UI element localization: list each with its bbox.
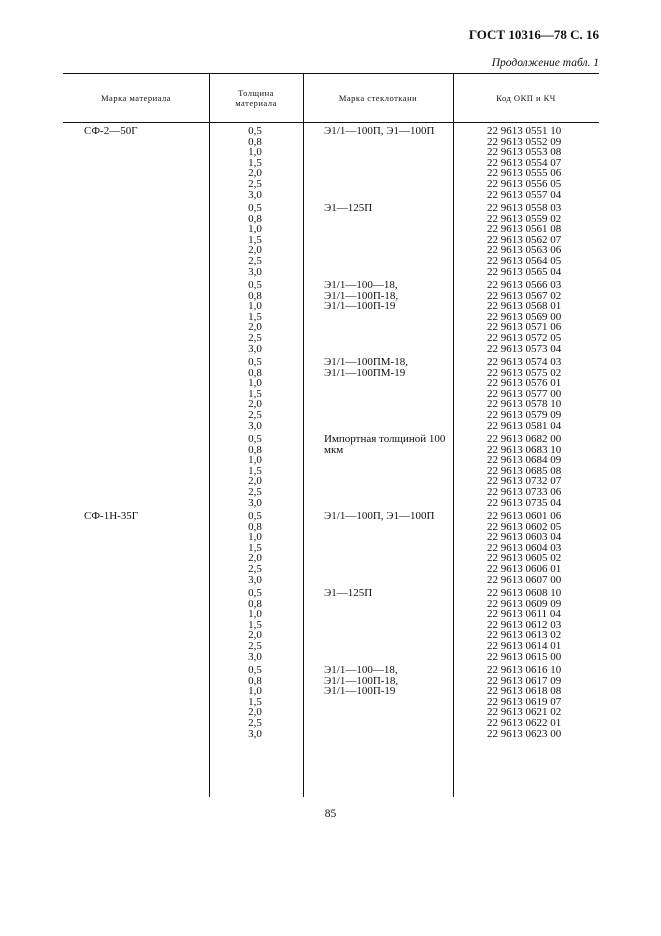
okp-code: 22 9613 0561 08	[487, 223, 562, 236]
thickness-value: 0,8	[248, 366, 262, 379]
thickness-value: 0,5	[248, 356, 262, 368]
code-column	[487, 511, 597, 585]
code-column	[487, 434, 597, 508]
fabric-column	[324, 588, 452, 599]
okp-code: 22 9613 0616 10	[487, 664, 562, 676]
okp-code: 22 9613 0551 10	[487, 125, 562, 137]
table-row-group	[63, 434, 599, 511]
table-row-group	[63, 280, 599, 357]
code-column	[487, 357, 597, 431]
okp-code: 22 9613 0735 04	[487, 496, 562, 509]
okp-code: 22 9613 0569 00	[487, 310, 562, 323]
fabric-column	[324, 357, 452, 378]
thickness-value: 1,5	[248, 618, 262, 631]
column-header-grade: Марка материала	[100, 92, 171, 103]
okp-code: 22 9613 0603 04	[487, 531, 562, 544]
okp-code: 22 9613 0567 02	[487, 289, 562, 302]
thickness-value: 2,5	[248, 177, 262, 190]
okp-code: 22 9613 0606 01	[487, 562, 562, 575]
okp-code: 22 9613 0623 00	[487, 727, 562, 740]
okp-code: 22 9613 0578 10	[487, 398, 562, 411]
thickness-value: 2,5	[248, 562, 262, 575]
okp-code: 22 9613 0555 06	[487, 167, 562, 180]
fabric-column	[324, 203, 452, 214]
thickness-value: 3,0	[248, 188, 262, 201]
thickness-value: 1,5	[248, 541, 262, 554]
thickness-value: 1,0	[248, 685, 262, 698]
table-row-group	[63, 665, 599, 742]
thickness-value: 2,5	[248, 716, 262, 729]
okp-code: 22 9613 0563 06	[487, 244, 562, 257]
thickness-value: 3,0	[248, 496, 262, 509]
thickness-value: 1,5	[248, 695, 262, 708]
okp-code: 22 9613 0566 03	[487, 279, 562, 291]
okp-code: 22 9613 0602 05	[487, 520, 562, 533]
thickness-value: 1,0	[248, 608, 262, 621]
okp-code: 22 9613 0576 01	[487, 377, 562, 390]
okp-code: 22 9613 0601 06	[487, 510, 562, 522]
fabric-grade: Э1/1—100П-19	[324, 300, 396, 313]
okp-code: 22 9613 0733 06	[487, 485, 562, 498]
okp-code: 22 9613 0581 04	[487, 419, 562, 432]
thickness-value: 1,5	[248, 310, 262, 323]
header-bottom-rule	[63, 122, 599, 123]
fabric-column	[324, 665, 452, 697]
okp-code: 22 9613 0682 00	[487, 433, 562, 445]
thickness-column	[244, 357, 266, 431]
specification-table	[63, 73, 599, 797]
okp-code: 22 9613 0615 00	[487, 650, 562, 663]
thickness-value: 1,0	[248, 531, 262, 544]
thickness-column	[244, 511, 266, 585]
thickness-value: 2,0	[248, 167, 262, 180]
table-continuation-note: Продолжение табл. 1	[491, 57, 599, 69]
fabric-column	[324, 434, 452, 455]
okp-code: 22 9613 0622 01	[487, 716, 562, 729]
page-number: 85	[324, 808, 337, 820]
thickness-value: 1,0	[248, 223, 262, 236]
okp-code: 22 9613 0565 04	[487, 265, 562, 278]
okp-code: 22 9613 0575 02	[487, 366, 562, 379]
okp-code: 22 9613 0605 02	[487, 552, 562, 565]
okp-code: 22 9613 0564 05	[487, 254, 562, 267]
fabric-grade: Э1/1—100—18,	[324, 279, 398, 291]
okp-code: 22 9613 0552 09	[487, 135, 562, 148]
okp-code: 22 9613 0608 10	[487, 587, 562, 599]
fabric-grade: Э1/1—100П-18,	[324, 289, 399, 302]
column-header-thickness-line2: материала	[235, 97, 277, 108]
code-column	[487, 280, 597, 354]
fabric-grade: Э1/1—100П, Э1—100П	[324, 125, 435, 137]
thickness-column	[244, 665, 266, 739]
okp-code: 22 9613 0607 00	[487, 573, 562, 586]
okp-code: 22 9613 0613 02	[487, 629, 562, 642]
okp-code: 22 9613 0562 07	[487, 233, 562, 246]
thickness-value: 3,0	[248, 727, 262, 740]
thickness-value: 0,5	[248, 433, 262, 445]
thickness-value: 0,8	[248, 212, 262, 225]
fabric-grade: Импортная толщиной 100 мкм	[324, 433, 446, 456]
okp-code: 22 9613 0683 10	[487, 443, 562, 456]
okp-code: 22 9613 0621 02	[487, 706, 562, 719]
column-header-thickness	[209, 73, 303, 122]
thickness-value: 0,8	[248, 674, 262, 687]
fabric-grade: Э1/1—100П-18,	[324, 674, 399, 687]
okp-code: 22 9613 0604 03	[487, 541, 562, 554]
table-row-group	[63, 203, 599, 280]
thickness-value: 2,5	[248, 254, 262, 267]
table-row-group	[63, 511, 599, 588]
okp-code: 22 9613 0573 04	[487, 342, 562, 355]
thickness-value: 0,8	[248, 443, 262, 456]
okp-code: 22 9613 0572 05	[487, 331, 562, 344]
column-header-thickness-line1: Толщина	[238, 87, 274, 98]
fabric-grade: Э1—125П	[324, 587, 373, 599]
thickness-value: 2,0	[248, 706, 262, 719]
okp-code: 22 9613 0579 09	[487, 408, 562, 421]
okp-code: 22 9613 0574 03	[487, 356, 562, 368]
thickness-value: 0,5	[248, 202, 262, 214]
thickness-column	[244, 434, 266, 508]
fabric-grade: Э1/1—100П-19	[324, 685, 396, 698]
okp-code: 22 9613 0553 08	[487, 146, 562, 159]
document-id: ГОСТ 10316—78 С. 16	[468, 27, 599, 42]
okp-code: 22 9613 0684 09	[487, 454, 562, 467]
table-row-group	[63, 357, 599, 434]
thickness-value: 2,0	[248, 552, 262, 565]
thickness-value: 2,0	[248, 244, 262, 257]
thickness-value: 1,0	[248, 377, 262, 390]
code-column	[487, 126, 597, 200]
thickness-value: 2,0	[248, 321, 262, 334]
code-column	[487, 203, 597, 277]
thickness-value: 3,0	[248, 342, 262, 355]
column-header-fabric: Марка стеклоткани	[338, 92, 418, 103]
okp-code: 22 9613 0558 03	[487, 202, 562, 214]
thickness-column	[244, 588, 266, 662]
thickness-value: 2,5	[248, 331, 262, 344]
okp-code: 22 9613 0617 09	[487, 674, 562, 687]
thickness-value: 2,0	[248, 398, 262, 411]
thickness-column	[244, 203, 266, 277]
thickness-value: 2,5	[248, 485, 262, 498]
thickness-value: 0,8	[248, 135, 262, 148]
fabric-column	[324, 126, 452, 137]
okp-code: 22 9613 0609 09	[487, 597, 562, 610]
fabric-grade: Э1—125П	[324, 202, 373, 214]
okp-code: 22 9613 0571 06	[487, 321, 562, 334]
thickness-value: 1,0	[248, 146, 262, 159]
okp-code: 22 9613 0732 07	[487, 475, 562, 488]
thickness-value: 0,5	[248, 279, 262, 291]
thickness-value: 3,0	[248, 573, 262, 586]
thickness-value: 1,5	[248, 233, 262, 246]
thickness-value: 0,8	[248, 289, 262, 302]
thickness-value: 0,5	[248, 125, 262, 137]
okp-code: 22 9613 0618 08	[487, 685, 562, 698]
thickness-value: 0,8	[248, 597, 262, 610]
column-header-code: Код ОКП и КЧ	[496, 92, 556, 103]
thickness-value: 0,5	[248, 510, 262, 522]
table-body	[63, 126, 599, 742]
code-column	[487, 588, 597, 662]
okp-code: 22 9613 0685 08	[487, 464, 562, 477]
okp-code: 22 9613 0556 05	[487, 177, 562, 190]
thickness-value: 0,8	[248, 520, 262, 533]
thickness-value: 2,0	[248, 629, 262, 642]
thickness-value: 0,5	[248, 664, 262, 676]
thickness-value: 2,5	[248, 639, 262, 652]
material-grade: СФ-1Н-35Г	[84, 510, 139, 522]
thickness-value: 1,5	[248, 156, 262, 169]
thickness-value: 2,0	[248, 475, 262, 488]
okp-code: 22 9613 0568 01	[487, 300, 562, 313]
thickness-value: 3,0	[248, 419, 262, 432]
thickness-column	[244, 280, 266, 354]
thickness-value: 2,5	[248, 408, 262, 421]
fabric-grade: Э1/1—100—18,	[324, 664, 398, 676]
okp-code: 22 9613 0557 04	[487, 188, 562, 201]
okp-code: 22 9613 0612 03	[487, 618, 562, 631]
code-column	[487, 665, 597, 739]
thickness-value: 1,5	[248, 387, 262, 400]
okp-code: 22 9613 0559 02	[487, 212, 562, 225]
material-grade: СФ-2—50Г	[84, 125, 138, 137]
fabric-column	[324, 280, 452, 312]
thickness-value: 1,0	[248, 300, 262, 313]
okp-code: 22 9613 0614 01	[487, 639, 562, 652]
okp-code: 22 9613 0611 04	[487, 608, 561, 621]
fabric-grade: Э1/1—100ПМ-18,	[324, 356, 408, 368]
fabric-column	[324, 511, 452, 522]
thickness-value: 3,0	[248, 650, 262, 663]
thickness-value: 3,0	[248, 265, 262, 278]
table-row-group	[63, 126, 599, 203]
table-row-group	[63, 588, 599, 665]
thickness-column	[244, 126, 266, 200]
fabric-grade: Э1/1—100П, Э1—100П	[324, 510, 435, 522]
okp-code: 22 9613 0577 00	[487, 387, 562, 400]
okp-code: 22 9613 0554 07	[487, 156, 562, 169]
thickness-value: 0,5	[248, 587, 262, 599]
okp-code: 22 9613 0619 07	[487, 695, 562, 708]
fabric-grade: Э1/1—100ПМ-19	[324, 366, 406, 379]
thickness-value: 1,5	[248, 464, 262, 477]
thickness-value: 1,0	[248, 454, 262, 467]
